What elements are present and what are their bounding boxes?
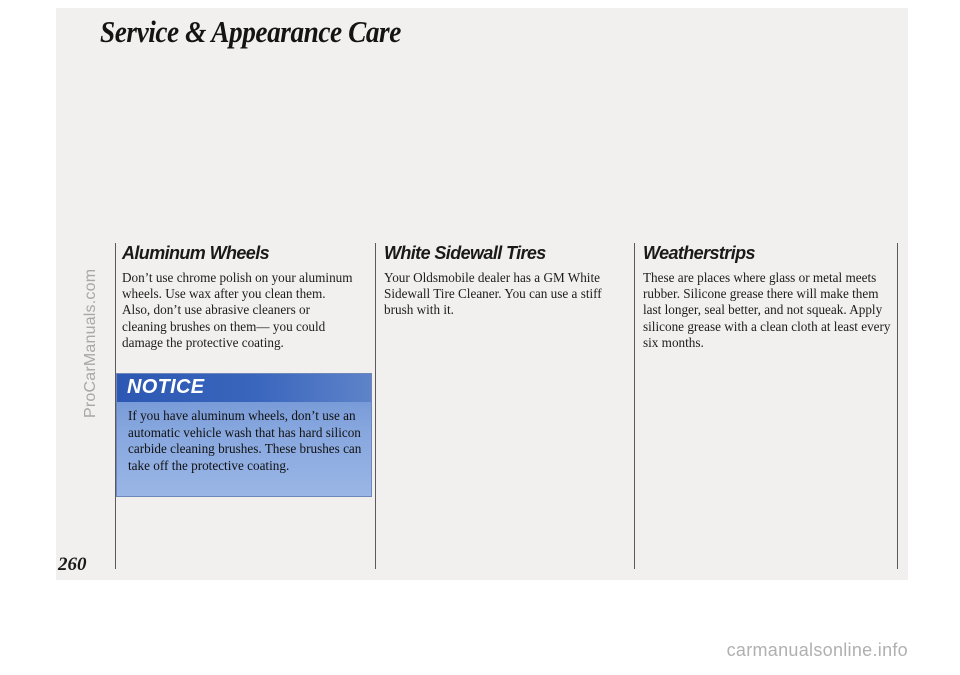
heading-white-sidewall-tires: White Sidewall Tires bbox=[384, 243, 546, 263]
body-weatherstrips: These are places where glass or metal meets rubber. Silicone grease there will make them last longer, seal better, and not squeak. Apply silicone grease with a clean cloth at least every six months. bbox=[643, 270, 891, 350]
column-white-sidewall-tires bbox=[384, 243, 616, 319]
column-rule-right bbox=[634, 243, 635, 569]
page-number: 260 bbox=[58, 554, 87, 575]
column-rule-edge bbox=[897, 243, 898, 569]
body-white-sidewall-tires: Your Oldsmobile dealer has a GM White Sidewall Tire Cleaner. You can use a stiff brush with it. bbox=[384, 270, 602, 318]
notice-label: NOTICE bbox=[127, 376, 205, 398]
notice-banner bbox=[117, 374, 371, 402]
column-weatherstrips bbox=[643, 243, 895, 351]
heading-weatherstrips: Weatherstrips bbox=[643, 243, 755, 263]
notice-body: If you have aluminum wheels, don’t use an automatic vehicle wash that has hard silicon carbide cleaning brushes. These brushes can take off the protective coating. bbox=[128, 408, 362, 473]
column-aluminum-wheels bbox=[122, 243, 354, 351]
body-aluminum-wheels: Don’t use chrome polish on your aluminum wheels. Use wax after you clean them. Also, don’t use abrasive cleaners or cleaning brushes on them— you could damage the protective coating. bbox=[122, 270, 353, 350]
footer-watermark: carmanualsonline.info bbox=[726, 640, 908, 660]
section-title: Service & Appearance Care bbox=[100, 14, 401, 49]
heading-aluminum-wheels: Aluminum Wheels bbox=[122, 243, 270, 263]
notice-box bbox=[116, 373, 372, 497]
side-watermark: ProCarManuals.com bbox=[82, 268, 99, 418]
column-rule-middle bbox=[375, 243, 376, 569]
